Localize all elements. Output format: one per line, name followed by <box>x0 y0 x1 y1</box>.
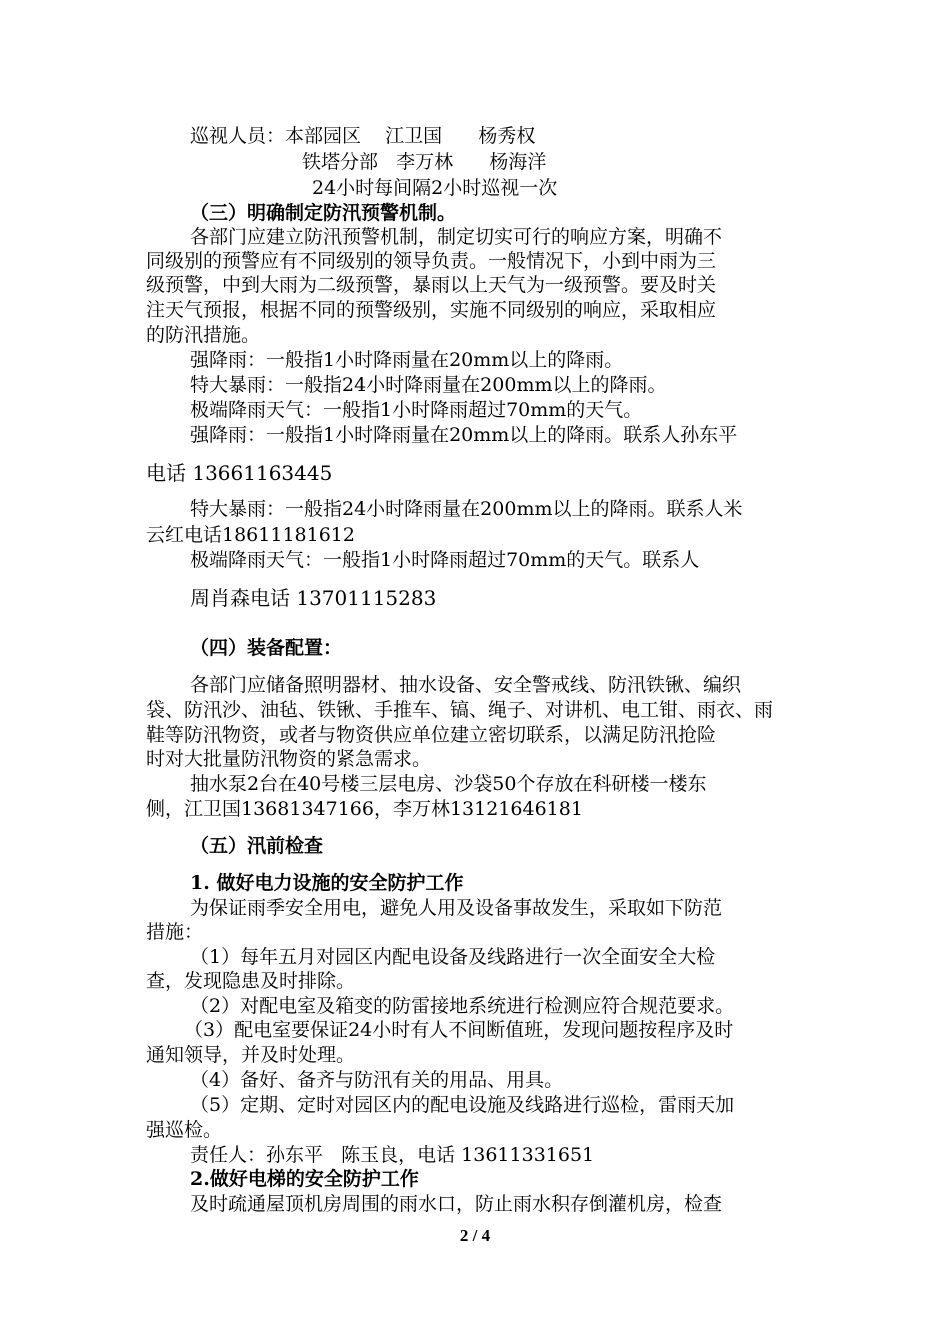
text-line: 极端降雨天气：一般指1小时降雨超过70mm的天气。 <box>190 399 643 421</box>
text-line: 级预警，中到大雨为二级预警，暴雨以上天气为一级预警。要及时关 <box>146 274 717 296</box>
text-line: 及时疏通屋顶机房周围的雨水口，防止雨水积存倒灌机房，检查 <box>190 1193 723 1215</box>
text-line: 强降雨：一般指1小时降雨量在20mm以上的降雨。联系人孙东平 <box>190 424 738 446</box>
text-line: 强巡检。 <box>146 1119 223 1141</box>
text-line: 云红电话18611181612 <box>146 524 355 546</box>
subsection-heading: 2.做好电梯的安全防护工作 <box>190 1168 419 1190</box>
text-line: 强降雨：一般指1小时降雨量在20mm以上的降雨。 <box>190 349 624 371</box>
text-line: （2）对配电室及箱变的防雷接地系统进行检测应符合规范要求。 <box>190 995 735 1017</box>
page-number: 2 / 4 <box>459 1226 491 1245</box>
subsection-heading: 1. 做好电力设施的安全防护工作 <box>190 872 464 894</box>
text-line: （1）每年五月对园区内配电设备及线路进行一次全面安全大检 <box>190 946 716 968</box>
text-line: 注天气预报，根据不同的预警级别，实施不同级别的响应，采取相应 <box>146 299 717 321</box>
text-line: （5）定期、定时对园区内的配电设施及线路进行巡检，雷雨天加 <box>190 1094 735 1116</box>
text-line: 各部门应建立防汛预警机制，制定切实可行的响应方案，明确不 <box>190 226 723 248</box>
text-line: 措施： <box>146 921 204 943</box>
text-line: 各部门应储备照明器材、抽水设备、安全警戒线、防汛铁锹、编织 <box>190 674 742 696</box>
text-line: 抽水泵2台在40号楼三层电房、沙袋50个存放在科研楼一楼东 <box>190 773 707 795</box>
text-line: 的防汛措施。 <box>146 324 261 346</box>
text-line: 时对大批量防汛物资的紧急需求。 <box>146 748 432 770</box>
text-line: 为保证雨季安全用电，避免人用及设备事故发生，采取如下防范 <box>190 897 723 919</box>
text-line: 巡视人员：本部园区 江卫国 杨秀权 <box>190 125 536 147</box>
text-line: 侧，江卫国13681347166，李万林13121646181 <box>146 798 583 820</box>
section-heading: （四）装备配置： <box>190 637 343 659</box>
section-heading: （三）明确制定防汛预警机制。 <box>190 202 457 224</box>
section-heading: （五）汛前检查 <box>190 835 324 857</box>
text-line: 同级别的预警应有不同级别的领导负责。一般情况下，小到中雨为三 <box>146 250 717 272</box>
text-line: 极端降雨天气：一般指1小时降雨超过70mm的天气。联系人 <box>190 549 700 571</box>
text-line: 通知领导，并及时处理。 <box>146 1044 356 1066</box>
text-line: 24小时每间隔2小时巡视一次 <box>312 177 558 199</box>
text-line: 袋、防汛沙、油毡、铁锹、手推车、镐、绳子、对讲机、电工钳、雨衣、雨 <box>146 699 774 721</box>
text-line: 特大暴雨：一般指24小时降雨量在200mm以上的降雨。联系人米 <box>190 498 743 520</box>
text-line: 查，发现隐患及时排除。 <box>146 970 356 992</box>
text-line: （4）备好、备齐与防汛有关的用品、用具。 <box>190 1069 564 1091</box>
text-line: 周肖森电话 13701115283 <box>190 586 437 610</box>
text-line: 责任人：孙东平 陈玉良，电话 13611331651 <box>190 1144 595 1166</box>
text-line: 电话 13661163445 <box>146 461 333 485</box>
text-line: 铁塔分部 李万林 杨海洋 <box>302 151 547 173</box>
text-line: 鞋等防汛物资，或者与物资供应单位建立密切联系，以满足防汛抢险 <box>146 724 717 746</box>
text-line: 特大暴雨：一般指24小时降雨量在200mm以上的降雨。 <box>190 374 667 396</box>
text-line: （3）配电室要保证24小时有人不间断值班，发现问题按程序及时 <box>184 1019 734 1041</box>
